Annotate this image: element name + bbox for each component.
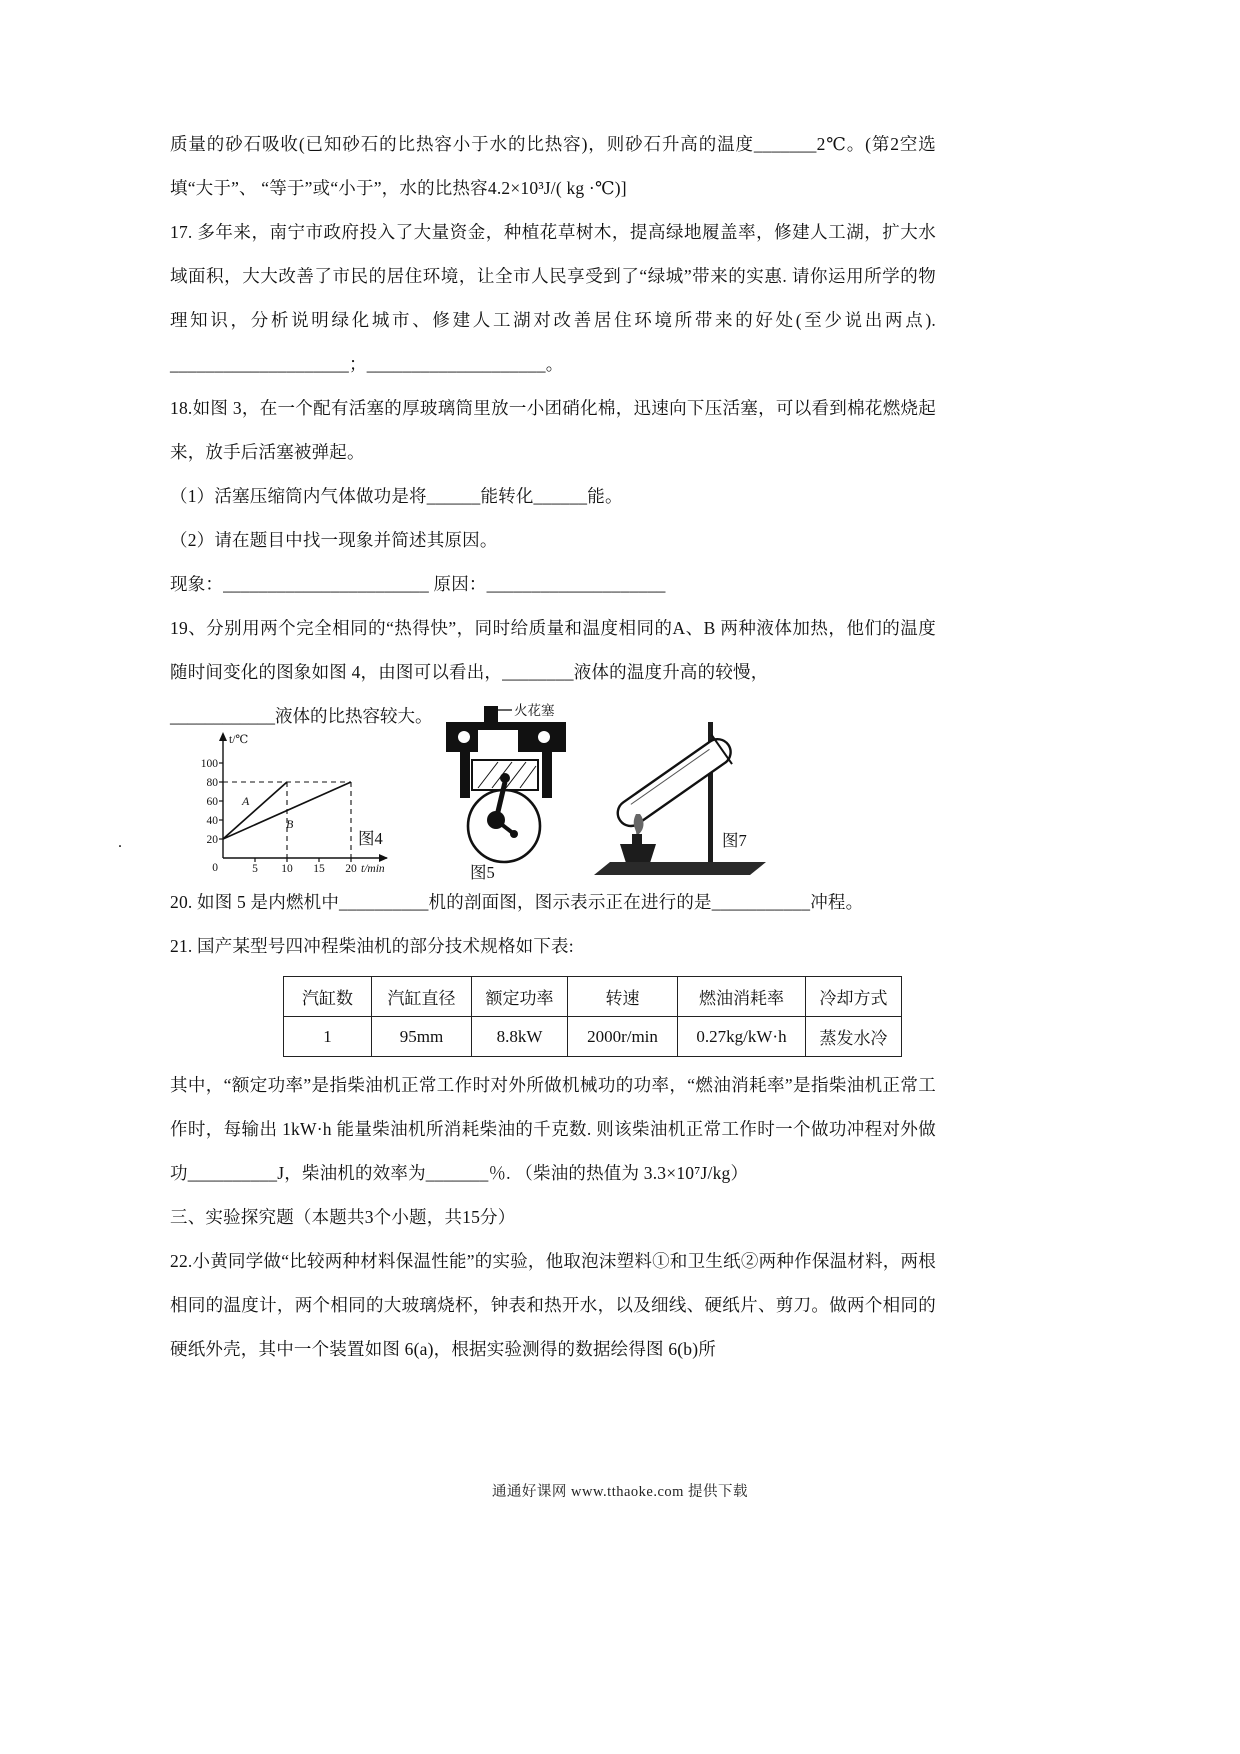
header-cooling: 冷却方式 bbox=[806, 977, 902, 1017]
lamp-wick-holder bbox=[632, 834, 642, 844]
header-speed: 转速 bbox=[568, 977, 678, 1017]
origin-label: 0 bbox=[212, 862, 218, 874]
y-axis-label: t/℃ bbox=[229, 734, 249, 746]
series-line-A bbox=[223, 782, 287, 839]
series-label-B: B bbox=[286, 817, 294, 831]
question-21-intro: 21. 国产某型号四冲程柴油机的部分技术规格如下表: bbox=[170, 936, 574, 956]
question-19-continuation: ____________液体的比热容较大。 bbox=[170, 706, 433, 726]
y-tick-100: 100 bbox=[200, 758, 218, 770]
question-21-continuation: 其中，“额定功率”是指柴油机正常工作时对外所做机械功的功率，“燃油消耗率”是指柴油机正常工作时，每输出 1kW·h 能量柴油机所消耗柴油的千克数. 则该柴油机正常工作时一个做功冲程对外做功__________J，柴油机的效率为_______％. （柴油的热值为 3.3×10⁷J/kg） bbox=[170, 1075, 936, 1183]
value-cylinder-bore: 95mm bbox=[372, 1017, 472, 1057]
exam-content bbox=[118, 122, 936, 1371]
value-cooling: 蒸发水冷 bbox=[806, 1017, 902, 1057]
question-22: 22.小黄同学做“比较两种材料保温性能”的实验，他取泡沫塑料①和卫生纸②两种作保温材料，两根相同的温度计，两个相同的大玻璃烧杯，钟表和热开水，以及细线、硬纸片、剪刀。做两个相同的硬纸外壳，其中一个装置如图 6(a)，根据实验测得的数据绘得图 6(b)所 bbox=[170, 1251, 936, 1359]
figure-4-caption: 图4 bbox=[358, 829, 383, 848]
x-axis-arrow bbox=[379, 854, 388, 862]
spark-plug-label: 火花塞 bbox=[514, 703, 555, 718]
x-tick-10: 10 bbox=[281, 863, 293, 875]
diesel-spec-table bbox=[283, 976, 902, 1057]
x-tick-15: 15 bbox=[313, 863, 325, 875]
value-fuel-consumption: 0.27kg/kW·h bbox=[678, 1017, 806, 1057]
header-cylinder-count: 汽缸数 bbox=[284, 977, 372, 1017]
question-18-blanks: 现象：_______________________ 原因：____________________ bbox=[170, 574, 666, 594]
y-tick-40: 40 bbox=[206, 815, 218, 827]
spark-plug bbox=[484, 706, 498, 722]
spec-table-value-row bbox=[284, 1017, 902, 1057]
question-16-continuation: 质量的砂石吸收(已知砂石的比热容小于水的比热容)，则砂石升高的温度_______2℃。(第2空选填“大于”、 “等于”或“小于”，水的比热容4.2×10³J/( kg ·℃)] bbox=[170, 134, 936, 198]
intake-valve bbox=[458, 731, 470, 743]
value-rated-power: 8.8kW bbox=[472, 1017, 568, 1057]
question-18-part2: （2）请在题目中找一现象并简述其原因。 bbox=[170, 530, 498, 550]
x-tick-5: 5 bbox=[252, 863, 258, 875]
series-label-A: A bbox=[242, 794, 250, 808]
question-17: 17. 多年来，南宁市政府投入了大量资金，种植花草树木，提高绿地履盖率，修建人工湖，扩大水域面积，大大改善了市民的居住环境，让全市人民享受到了“绿城”带来的实惠. 请你运用所学的物理知识，分析说明绿化城市、修建人工湖对改善居住环境所带来的好处(至少说出两点). ____________________；____________________。 bbox=[170, 222, 936, 374]
wrist-pin bbox=[500, 773, 510, 783]
alcohol-lamp bbox=[620, 844, 656, 863]
spec-table-header-row bbox=[284, 977, 902, 1017]
header-rated-power: 额定功率 bbox=[472, 977, 568, 1017]
test-tube bbox=[610, 730, 739, 835]
x-axis-label: t/min bbox=[361, 863, 385, 875]
value-speed: 2000r/min bbox=[568, 1017, 678, 1057]
section-3-heading: 三、实验探究题（本题共3个小题，共15分） bbox=[170, 1207, 516, 1227]
page-footer: 通通好课网 www.tthaoke.com 提供下载 bbox=[491, 1484, 749, 1500]
cylinder-wall-left bbox=[460, 752, 470, 798]
exhaust-valve bbox=[538, 731, 550, 743]
question-18-intro: 18.如图 3，在一个配有活塞的厚玻璃筒里放一小团硝化棉，迅速向下压活塞，可以看到棉花燃烧起来，放手后活塞被弹起。 bbox=[170, 398, 936, 462]
stray-mark: . bbox=[118, 834, 122, 851]
header-cylinder-bore: 汽缸直径 bbox=[372, 977, 472, 1017]
value-cylinder-count: 1 bbox=[284, 1017, 372, 1057]
y-tick-80: 80 bbox=[206, 777, 218, 789]
cylinder-wall-right bbox=[542, 752, 552, 798]
figure-7-caption: 图7 bbox=[722, 831, 747, 850]
question-19: 19、分别用两个完全相同的“热得快”，同时给质量和温度相同的A、B 两种液体加热，他们的温度随时间变化的图象如图 4，由图可以看出，________液体的温度升高的较慢， bbox=[170, 618, 936, 682]
figure-5-caption: 图5 bbox=[470, 863, 495, 882]
figure-4-heating-chart bbox=[185, 728, 400, 880]
y-axis-arrow bbox=[219, 732, 227, 741]
figure-5-engine-diagram bbox=[438, 700, 588, 870]
crank-center bbox=[510, 830, 518, 838]
y-tick-20: 20 bbox=[206, 834, 218, 846]
combustion-chamber bbox=[478, 730, 518, 752]
header-fuel-consumption: 燃油消耗率 bbox=[678, 977, 806, 1017]
question-20: 20. 如图 5 是内燃机中__________机的剖面图，图示表示正在进行的是___________冲程。 bbox=[170, 892, 864, 912]
y-tick-60: 60 bbox=[206, 796, 218, 808]
figures-row bbox=[118, 694, 936, 882]
question-18-part1: （1）活塞压缩筒内气体做功是将______能转化______能。 bbox=[170, 486, 623, 506]
stand-base bbox=[594, 862, 766, 875]
figure-7-stand-diagram bbox=[590, 712, 785, 876]
x-tick-20: 20 bbox=[345, 863, 357, 875]
